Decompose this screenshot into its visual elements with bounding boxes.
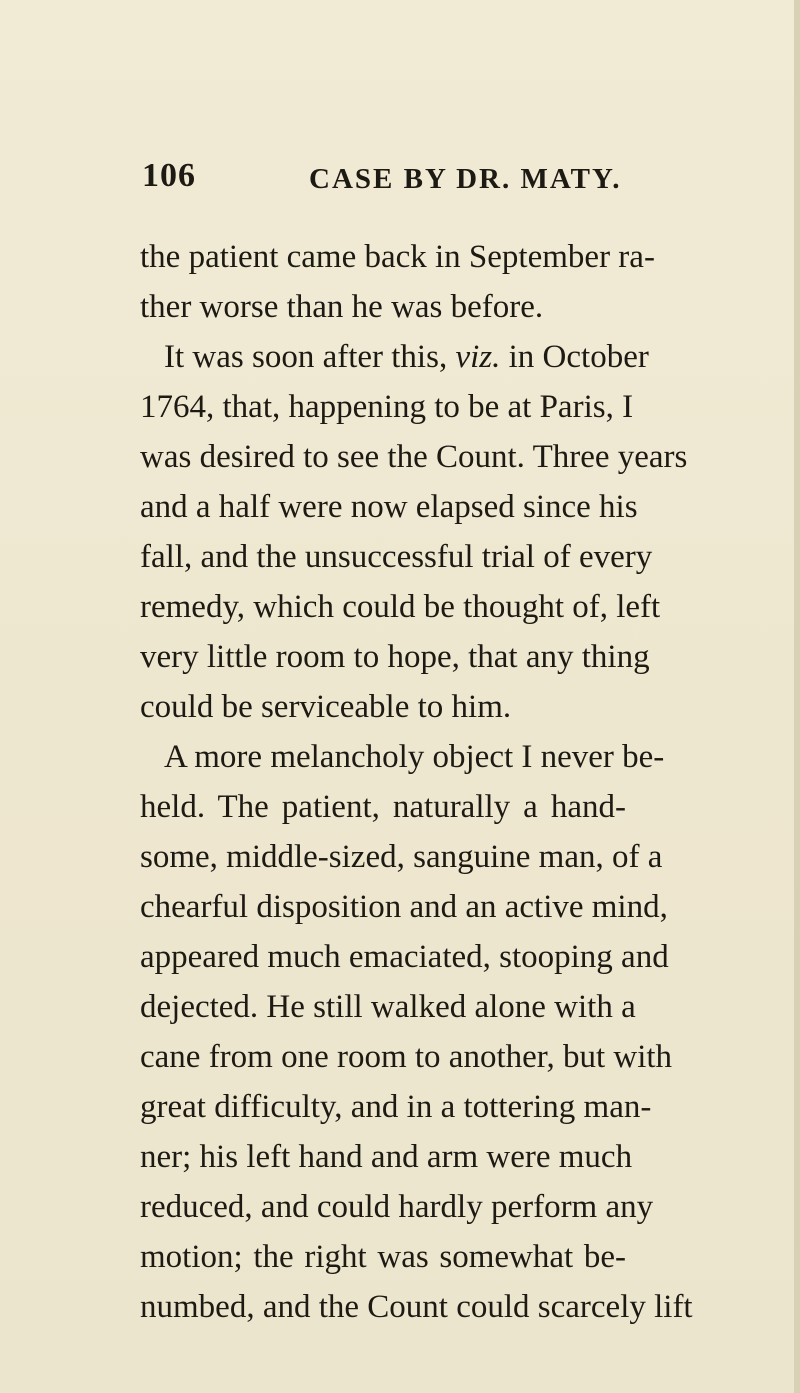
text-line: reduced, and could hardly perform any (140, 1189, 654, 1225)
text-line: and a half were now elapsed since his (140, 489, 638, 525)
text-line: fall, and the unsuccessful trial of every (140, 539, 653, 575)
text-line: ner; his left hand and arm were much (140, 1139, 633, 1175)
page-header (142, 157, 782, 207)
page-number: 106 (142, 157, 196, 194)
text-line: appeared much emaciated, stooping and (140, 939, 669, 975)
text-line: ther worse than he was before. (140, 289, 544, 325)
text-line: It was soon after this, viz. in October (164, 339, 649, 375)
text-line: the patient came back in September ra- (140, 239, 655, 275)
text-line: some, middle-sized, sanguine man, of a (140, 839, 663, 875)
text-line: cane from one room to another, but with (140, 1039, 673, 1075)
text-line: A more melancholy object I never be- (164, 739, 665, 775)
text-line: was desired to see the Count. Three years (140, 439, 688, 475)
text-line: numbed, and the Count could scarcely lift (140, 1289, 693, 1325)
text-line: 1764, that, happening to be at Paris, I (140, 389, 634, 425)
italic-viz: viz. (455, 339, 501, 375)
body-text (140, 232, 693, 1332)
text-line: dejected. He still walked alone with a (140, 989, 636, 1025)
text-line: could be serviceable to him. (140, 689, 512, 725)
text-line: chearful disposition and an active mind, (140, 889, 668, 925)
text-line: motion; the right was somewhat be- (140, 1239, 626, 1275)
page-edge (794, 0, 800, 1393)
text-line: very little room to hope, that any thing (140, 639, 650, 675)
text-line: great difficulty, and in a tottering man- (140, 1089, 652, 1125)
text-line: held. The patient, naturally a hand- (140, 789, 626, 825)
running-head: CASE BY DR. MATY. (309, 163, 622, 195)
text-line: remedy, which could be thought of, left (140, 589, 661, 625)
